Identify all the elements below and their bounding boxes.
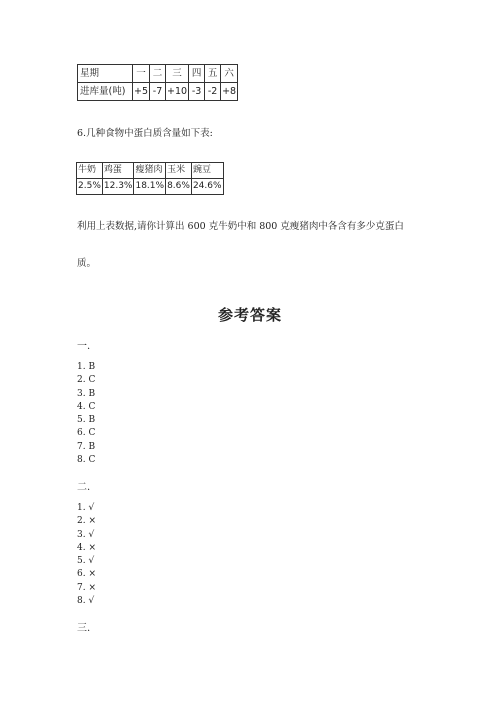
question-6-prompt-continued: 质。 [77, 258, 97, 269]
day-cell: 五 [205, 65, 221, 83]
list-item: 1. √ [77, 503, 95, 513]
list-item: 2. C [77, 375, 96, 386]
list-item: 6. × [77, 569, 96, 580]
value-cell: -2 [205, 83, 221, 101]
protein-table [76, 162, 224, 195]
list-item: 7. B [77, 441, 96, 452]
list-item: 4. C [77, 401, 96, 412]
food-cell: 豌豆 [191, 163, 223, 179]
percent-cell: 8.6% [166, 179, 192, 195]
table-row [78, 65, 238, 83]
section-1-heading: 一. [77, 341, 91, 352]
day-cell: 三 [166, 65, 189, 83]
percent-cell: 12.3% [102, 179, 134, 195]
value-cell: +5 [133, 83, 150, 101]
table-row [77, 163, 224, 179]
list-item: 8. √ [77, 596, 95, 607]
day-cell: 六 [221, 65, 238, 83]
list-item: 7. × [77, 582, 96, 593]
list-item: 5. B [77, 415, 96, 426]
value-cell: -7 [150, 83, 166, 101]
list-item: 4. × [77, 542, 96, 553]
value-cell: -3 [189, 83, 205, 101]
list-item: 2. × [77, 516, 96, 527]
percent-cell: 24.6% [191, 179, 223, 195]
value-cell: +8 [221, 83, 238, 101]
food-cell: 牛奶 [77, 163, 103, 179]
value-cell: +10 [166, 83, 189, 101]
food-cell: 瘦猪肉 [134, 163, 166, 179]
section-2-list [77, 502, 96, 608]
list-item: 6. C [77, 428, 96, 439]
day-cell: 一 [133, 65, 150, 83]
list-item: 3. B [77, 388, 96, 399]
answers-title: 参考答案 [217, 306, 282, 324]
question-6-intro: 6.几种食物中蛋白质含量如下表: [77, 128, 213, 139]
list-item: 5. √ [77, 556, 95, 567]
table-row [77, 179, 224, 195]
table-row-label: 进库量(吨) [78, 83, 133, 101]
section-3-heading: 三. [77, 623, 91, 634]
percent-cell: 18.1% [134, 179, 166, 195]
list-item: 8. C [77, 455, 96, 466]
section-2-heading: 二. [77, 482, 91, 493]
table-row [78, 83, 238, 101]
percent-cell: 2.5% [77, 179, 103, 195]
food-cell: 鸡蛋 [102, 163, 134, 179]
section-1-list [77, 361, 95, 467]
table-header-cell: 星期 [78, 65, 133, 83]
day-cell: 二 [150, 65, 166, 83]
food-cell: 玉米 [166, 163, 192, 179]
day-cell: 四 [189, 65, 205, 83]
list-item: 3. √ [77, 529, 95, 540]
question-6-prompt: 利用上表数据,请你计算出 600 克牛奶中和 800 克瘦猪肉中各含有多少克蛋白 [77, 221, 404, 232]
inventory-table [77, 64, 238, 101]
list-item: 1. B [77, 362, 96, 372]
